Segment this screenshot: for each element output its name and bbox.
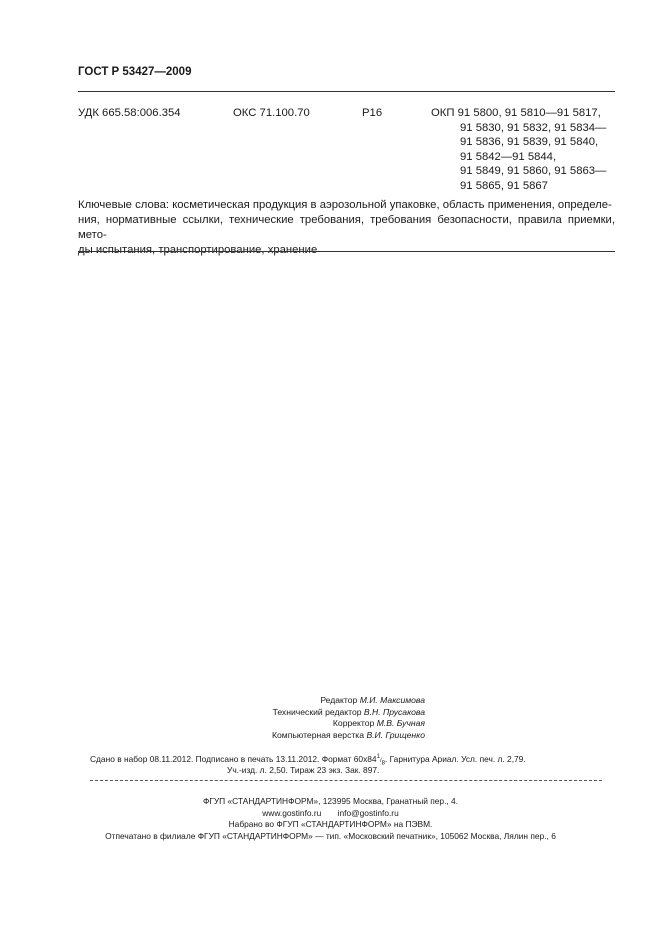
keywords-line: ния, нормативные ссылки, технические требования, требования безопасности, правила приемки, мето- bbox=[78, 214, 615, 241]
publisher-email[interactable]: info@gostinfo.ru bbox=[337, 807, 399, 818]
proofreader-row bbox=[272, 718, 425, 730]
proofreader-name: М.В. Бучная bbox=[376, 718, 425, 728]
printed-note: Отпечатано в филиале ФГУП «СТАНДАРТИНФОРМ» — тип. «Московский печатник», 105062 Москва, Лялин пер., 6 bbox=[105, 830, 556, 841]
tech-editor-label: Технический редактор bbox=[272, 706, 362, 717]
typeset-note: Набрано во ФГУП «СТАНДАРТИНФОРМ» на ПЭВМ. bbox=[228, 819, 433, 829]
okp-line: 91 5830, 91 5832, 91 5834— bbox=[460, 121, 607, 134]
publisher-contacts bbox=[0, 808, 661, 820]
format-superscript: 1 bbox=[376, 754, 380, 760]
keywords-divider bbox=[78, 251, 615, 252]
keywords-line: Ключевые слова: косметическая продукция в аэрозольной упаковке, область применения, определе- bbox=[78, 199, 612, 211]
oks-code: ОКС 71.100.70 bbox=[233, 107, 310, 119]
group-code: Р16 bbox=[362, 107, 383, 119]
format-subscript: 8 bbox=[381, 760, 385, 767]
keywords-line: ды испытания, транспортирование, хранение bbox=[78, 244, 318, 256]
imprint-text-end: . Гарнитура Ариал. Усл. печ. л. 2,79. bbox=[384, 753, 526, 764]
publisher-address: ФГУП «СТАНДАРТИНФОРМ», 123995 Москва, Гранатный пер., 4. bbox=[202, 796, 459, 806]
proofreader-label: Корректор bbox=[332, 718, 375, 728]
publisher-block bbox=[0, 796, 661, 842]
tech-editor-name: В.Н. Прусакова bbox=[363, 706, 425, 717]
editor-row bbox=[272, 695, 425, 707]
okp-line: 91 5842—91 5844, bbox=[460, 150, 557, 163]
layout-label: Компьютерная верстка bbox=[272, 729, 365, 740]
okp-line: 91 5849, 91 5860, 91 5863— bbox=[460, 165, 607, 177]
imprint-line-1: Сдано в набор 08.11.2012. Подписано в печать 13.11.2012. Формат $60x84^1/_8$. Гарнитура Ариал. Усл. печ. л. 2,79. bbox=[90, 753, 526, 767]
okp-line: ОКП 91 5800, 91 5810—91 5817, bbox=[431, 107, 601, 119]
okp-codes bbox=[431, 106, 606, 193]
okp-line: 91 5836, 91 5839, 91 5840, bbox=[460, 136, 599, 148]
editor-label: Редактор bbox=[320, 695, 358, 705]
publisher-site[interactable]: www.gostinfo.ru bbox=[262, 807, 322, 818]
top-divider bbox=[78, 91, 615, 92]
imprint-text: Сдано в набор 08.11.2012. Подписано в печать 13.11.2012. Формат 60x84 bbox=[90, 753, 377, 764]
layout-row bbox=[272, 730, 425, 742]
okp-line: 91 5865, 91 5867 bbox=[460, 179, 548, 192]
standard-number: ГОСТ Р 53427—2009 bbox=[78, 66, 192, 78]
editor-name: М.И. Максимова bbox=[359, 695, 425, 705]
udk-code: УДК 665.58:006.354 bbox=[78, 107, 181, 119]
imprint-line-2: Уч.-изд. л. 2,50. Тираж 23 экз. Зак. 897. bbox=[227, 765, 380, 775]
credits-block bbox=[272, 695, 425, 741]
imprint-divider bbox=[90, 780, 602, 781]
layout-name: В.И. Грищенко bbox=[366, 729, 425, 740]
tech-editor-row bbox=[272, 707, 425, 719]
keywords-paragraph bbox=[78, 198, 615, 258]
